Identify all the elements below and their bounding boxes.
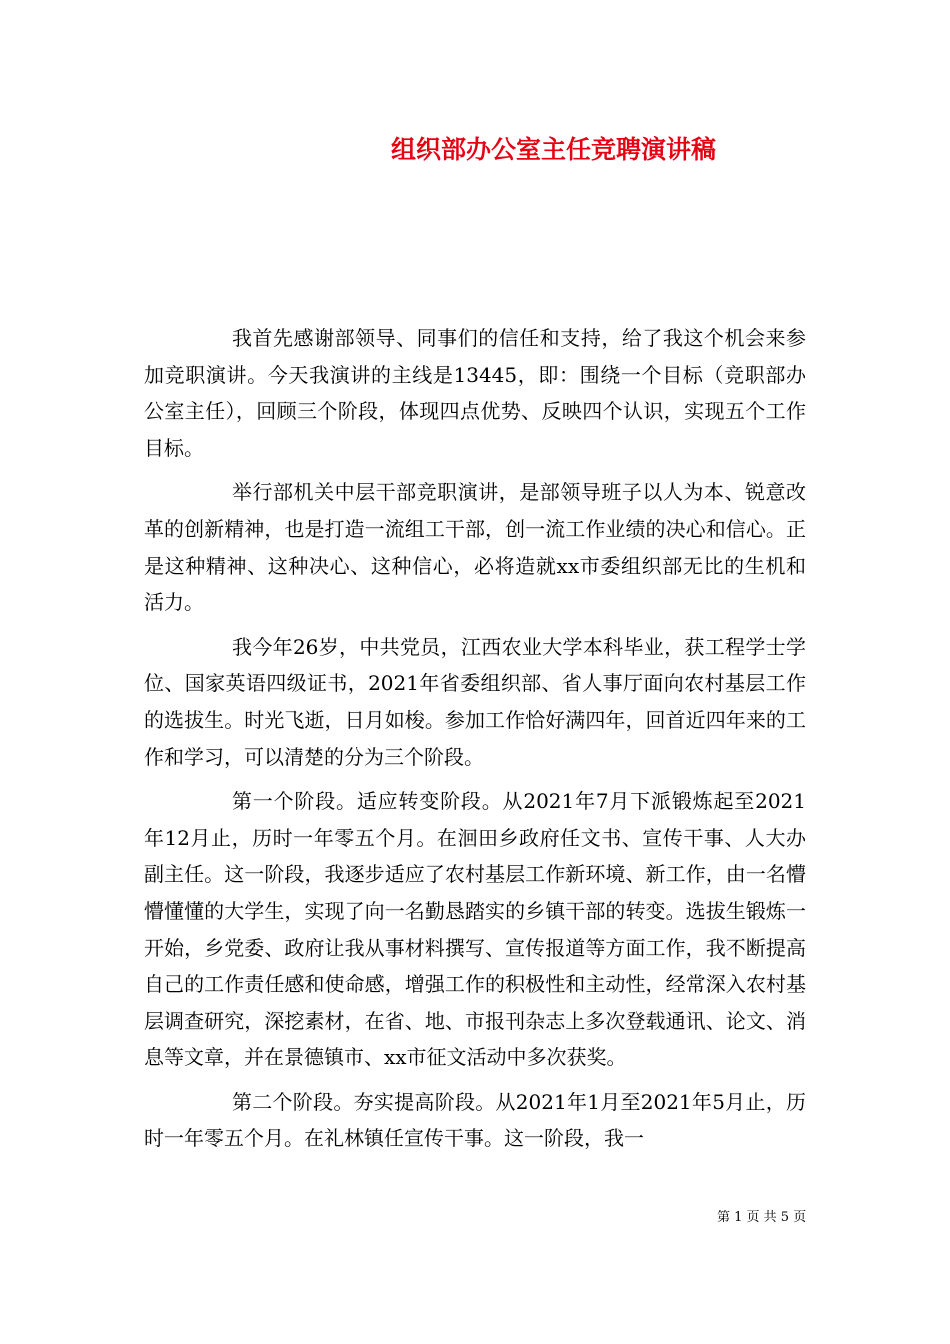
paragraph: 第二个阶段。夯实提高阶段。从2021年1月至2021年5月止，历时一年零五个月。在礼林镇任宣传干事。这一阶段，我一 <box>144 1089 806 1151</box>
paragraph: 我今年26岁，中共党员，江西农业大学本科毕业，获工程学士学位、国家英语四级证书，2021年省委组织部、省人事厅面向农村基层工作的选拔生。时光飞逝，日月如梭。参加工作恰好满四年，回首近四年来的工作和学习，可以清楚的分为三个阶段。 <box>144 634 806 769</box>
document-title: 组织部办公室主任竞聘演讲稿 <box>391 135 717 164</box>
document-body <box>144 320 806 1157</box>
page-number: 第 1 页 共 5 页 <box>717 1210 807 1225</box>
paragraph: 举行部机关中层干部竞职演讲，是部领导班子以人为本、锐意改革的创新精神，也是打造一流组工干部，创一流工作业绩的决心和信心。正是这种精神、这种决心、这种信心，必将造就xx市委组织部无比的生机和活力。 <box>144 480 806 615</box>
paragraph: 第一个阶段。适应转变阶段。从2021年7月下派锻炼起至2021年12月止，历时一年零五个月。在洄田乡政府任文书、宣传干事、人大办副主任。这一阶段，我逐步适应了农村基层工作新环境、新工作，由一名懵懵懂懂的大学生，实现了向一名勤恳踏实的乡镇干部的转变。选拔生锻炼一开始，乡党委、政府让我从事材料撰写、宣传报道等方面工作，我不断提高自己的工作责任感和使命感，增强工作的积极性和主动性，经常深入农村基层调查研究，深挖素材，在省、地、市报刊杂志上多次登载通讯、论文、消息等文章，并在景德镇市、xx市征文活动中多次获奖。 <box>144 789 806 1070</box>
paragraph: 我首先感谢部领导、同事们的信任和支持，给了我这个机会来参加竞职演讲。今天我演讲的主线是13445，即：围绕一个目标（竞职部办公室主任），回顾三个阶段，体现四点优势、反映四个认识，实现五个工作目标。 <box>144 326 806 460</box>
